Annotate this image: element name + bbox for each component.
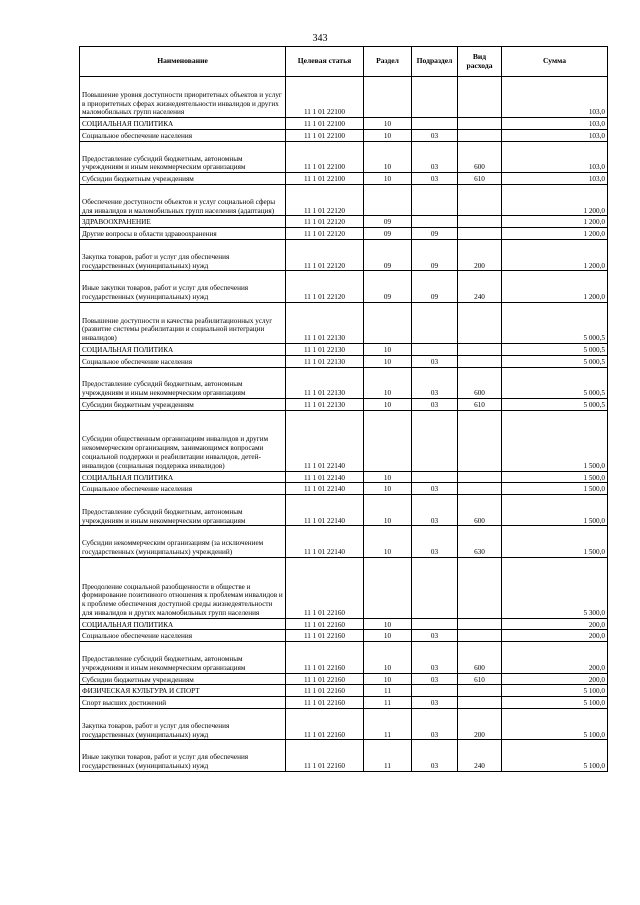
cell-subsection: 09: [412, 271, 458, 302]
cell-sum: 5 000,5: [502, 355, 608, 367]
cell-sum: 103,0: [502, 77, 608, 118]
cell-expense-type: 200: [458, 709, 502, 740]
cell-expense-type: [458, 557, 502, 618]
cell-name: Социальное обеспечение населения: [80, 630, 286, 642]
cell-sum: 5 100,0: [502, 697, 608, 709]
cell-expense-type: [458, 685, 502, 697]
cell-article: 11 1 01 22120: [286, 216, 364, 228]
cell-sum: 5 100,0: [502, 685, 608, 697]
cell-sum: 200,0: [502, 630, 608, 642]
cell-article: 11 1 01 22160: [286, 709, 364, 740]
cell-subsection: [412, 410, 458, 471]
cell-section: 10: [364, 526, 412, 557]
cell-expense-type: 200: [458, 239, 502, 270]
table-row: [80, 173, 608, 185]
table-row: [80, 618, 608, 630]
cell-sum: 5 000,5: [502, 398, 608, 410]
cell-article: 11 1 01 22140: [286, 410, 364, 471]
cell-expense-type: 610: [458, 398, 502, 410]
cell-name: Субсидии бюджетным учреждениям: [80, 398, 286, 410]
cell-expense-type: [458, 129, 502, 141]
table-row: [80, 302, 608, 343]
table-row: [80, 239, 608, 270]
cell-name: Субсидии общественным организациям инвалидов и другим некоммерческим организациям, занимающимся вопросами социальной поддержки и реабилитации инвалидов, детей-инвалидов (социальная поддержка инвалидов): [80, 410, 286, 471]
cell-section: [364, 410, 412, 471]
table-row: [80, 141, 608, 172]
header-section: Раздел: [364, 47, 412, 77]
cell-sum: 5 300,0: [502, 557, 608, 618]
cell-article: 11 1 01 22140: [286, 483, 364, 495]
cell-article: 11 1 01 22140: [286, 471, 364, 483]
cell-subsection: [412, 118, 458, 130]
cell-name: ЗДРАВООХРАНЕНИЕ: [80, 216, 286, 228]
cell-name: Повышение доступности и качества реабилитационных услуг (развитие системы реабилитации и социальной интеграции инвалидов): [80, 302, 286, 343]
cell-sum: 1 200,0: [502, 216, 608, 228]
cell-name: Обеспечение доступности объектов и услуг социальной сферы для инвалидов и маломобильных групп населения (адаптация): [80, 184, 286, 215]
cell-subsection: 03: [412, 495, 458, 526]
cell-sum: 200,0: [502, 618, 608, 630]
cell-article: 11 1 01 22100: [286, 77, 364, 118]
cell-expense-type: [458, 410, 502, 471]
cell-section: [364, 557, 412, 618]
cell-article: 11 1 01 22140: [286, 495, 364, 526]
cell-subsection: 03: [412, 740, 458, 771]
cell-expense-type: [458, 630, 502, 642]
cell-article: 11 1 01 22160: [286, 740, 364, 771]
cell-article: 11 1 01 22160: [286, 618, 364, 630]
cell-section: 10: [364, 355, 412, 367]
cell-article: 11 1 01 22120: [286, 271, 364, 302]
cell-section: 10: [364, 129, 412, 141]
cell-article: 11 1 01 22140: [286, 526, 364, 557]
cell-sum: 103,0: [502, 129, 608, 141]
cell-subsection: 03: [412, 173, 458, 185]
cell-name: Закупка товаров, работ и услуг для обеспечения государственных (муниципальных) нужд: [80, 709, 286, 740]
cell-sum: 5 100,0: [502, 709, 608, 740]
table-row: [80, 642, 608, 673]
table-row: [80, 685, 608, 697]
cell-section: 10: [364, 367, 412, 398]
cell-expense-type: [458, 216, 502, 228]
cell-section: 11: [364, 697, 412, 709]
cell-expense-type: [458, 184, 502, 215]
table-row: [80, 129, 608, 141]
table-row: [80, 709, 608, 740]
cell-sum: 103,0: [502, 141, 608, 172]
cell-name: СОЦИАЛЬНАЯ ПОЛИТИКА: [80, 618, 286, 630]
cell-section: 10: [364, 495, 412, 526]
table-row: [80, 630, 608, 642]
cell-sum: 1 200,0: [502, 271, 608, 302]
cell-subsection: 03: [412, 398, 458, 410]
cell-section: [364, 77, 412, 118]
table-row: [80, 410, 608, 471]
cell-sum: 200,0: [502, 673, 608, 685]
cell-expense-type: [458, 343, 502, 355]
cell-name: Иные закупки товаров, работ и услуг для обеспечения государственных (муниципальных) нужд: [80, 740, 286, 771]
table-row: [80, 697, 608, 709]
cell-name: Закупка товаров, работ и услуг для обеспечения государственных (муниципальных) нужд: [80, 239, 286, 270]
cell-article: 11 1 01 22120: [286, 228, 364, 240]
header-article: Целевая статья: [286, 47, 364, 77]
cell-article: 11 1 01 22160: [286, 630, 364, 642]
header-subsection: Подраздел: [412, 47, 458, 77]
cell-section: 11: [364, 709, 412, 740]
cell-sum: 1 500,0: [502, 471, 608, 483]
cell-article: 11 1 01 22130: [286, 343, 364, 355]
table-row: [80, 367, 608, 398]
cell-sum: 1 200,0: [502, 228, 608, 240]
cell-name: Субсидии бюджетным учреждениям: [80, 673, 286, 685]
table-row: [80, 398, 608, 410]
cell-subsection: 03: [412, 642, 458, 673]
cell-sum: 5 100,0: [502, 740, 608, 771]
cell-article: 11 1 01 22100: [286, 141, 364, 172]
cell-expense-type: [458, 118, 502, 130]
cell-subsection: [412, 471, 458, 483]
cell-name: Другие вопросы в области здравоохранения: [80, 228, 286, 240]
cell-expense-type: 610: [458, 673, 502, 685]
cell-sum: 1 500,0: [502, 495, 608, 526]
cell-section: [364, 184, 412, 215]
cell-section: 11: [364, 685, 412, 697]
cell-name: СОЦИАЛЬНАЯ ПОЛИТИКА: [80, 118, 286, 130]
table-row: [80, 77, 608, 118]
cell-article: 11 1 01 22130: [286, 398, 364, 410]
cell-name: ФИЗИЧЕСКАЯ КУЛЬТУРА И СПОРТ: [80, 685, 286, 697]
cell-section: 09: [364, 271, 412, 302]
cell-sum: 5 000,5: [502, 343, 608, 355]
cell-subsection: 03: [412, 526, 458, 557]
cell-expense-type: 240: [458, 740, 502, 771]
cell-subsection: [412, 343, 458, 355]
cell-expense-type: [458, 302, 502, 343]
table-row: [80, 483, 608, 495]
cell-name: Социальное обеспечение населения: [80, 129, 286, 141]
cell-article: 11 1 01 22120: [286, 239, 364, 270]
page-number: 343: [312, 33, 328, 44]
cell-section: 10: [364, 118, 412, 130]
table-row: [80, 355, 608, 367]
table-row: [80, 740, 608, 771]
cell-article: 11 1 01 22130: [286, 355, 364, 367]
cell-expense-type: 600: [458, 642, 502, 673]
cell-sum: 1 500,0: [502, 410, 608, 471]
cell-subsection: 09: [412, 228, 458, 240]
cell-name: Предоставление субсидий бюджетным, автономным учреждениям и иным некоммерческим организациям: [80, 495, 286, 526]
cell-section: 10: [364, 343, 412, 355]
cell-article: 11 1 01 22100: [286, 118, 364, 130]
cell-section: 11: [364, 740, 412, 771]
table-row: [80, 118, 608, 130]
cell-subsection: 03: [412, 673, 458, 685]
cell-section: 10: [364, 673, 412, 685]
cell-section: 10: [364, 471, 412, 483]
cell-subsection: [412, 557, 458, 618]
cell-expense-type: [458, 697, 502, 709]
cell-article: 11 1 01 22160: [286, 673, 364, 685]
cell-name: Предоставление субсидий бюджетным, автономным учреждениям и иным некоммерческим организациям: [80, 141, 286, 172]
table-row: [80, 673, 608, 685]
cell-subsection: 03: [412, 367, 458, 398]
table-row: [80, 557, 608, 618]
cell-article: 11 1 01 22130: [286, 302, 364, 343]
cell-sum: 1 500,0: [502, 483, 608, 495]
cell-subsection: 03: [412, 355, 458, 367]
cell-expense-type: 240: [458, 271, 502, 302]
cell-expense-type: 600: [458, 495, 502, 526]
cell-section: 10: [364, 630, 412, 642]
cell-section: 10: [364, 483, 412, 495]
cell-subsection: 03: [412, 129, 458, 141]
cell-article: 11 1 01 22100: [286, 173, 364, 185]
cell-expense-type: [458, 228, 502, 240]
cell-expense-type: 600: [458, 367, 502, 398]
cell-section: 10: [364, 398, 412, 410]
cell-expense-type: 600: [458, 141, 502, 172]
cell-name: Повышение уровня доступности приоритетных объектов и услуг в приоритетных сферах жизнедеятельности инвалидов и других маломобильных групп населения: [80, 77, 286, 118]
cell-name: Социальное обеспечение населения: [80, 483, 286, 495]
cell-sum: 1 200,0: [502, 239, 608, 270]
cell-sum: 1 500,0: [502, 526, 608, 557]
cell-sum: 1 200,0: [502, 184, 608, 215]
cell-expense-type: [458, 471, 502, 483]
cell-expense-type: [458, 77, 502, 118]
cell-sum: 5 000,5: [502, 367, 608, 398]
table-row: [80, 228, 608, 240]
cell-name: Предоставление субсидий бюджетным, автономным учреждениям и иным некоммерческим организациям: [80, 642, 286, 673]
cell-name: Социальное обеспечение населения: [80, 355, 286, 367]
cell-article: 11 1 01 22160: [286, 642, 364, 673]
table-row: [80, 526, 608, 557]
header-name: Наименование: [80, 47, 286, 77]
cell-expense-type: [458, 483, 502, 495]
cell-article: 11 1 01 22160: [286, 697, 364, 709]
cell-name: СОЦИАЛЬНАЯ ПОЛИТИКА: [80, 343, 286, 355]
table-row: [80, 184, 608, 215]
cell-section: 10: [364, 642, 412, 673]
table-body: [80, 77, 608, 772]
cell-name: СОЦИАЛЬНАЯ ПОЛИТИКА: [80, 471, 286, 483]
cell-subsection: [412, 77, 458, 118]
header-expense-type: Вид расхода: [458, 47, 502, 77]
cell-name: Иные закупки товаров, работ и услуг для обеспечения государственных (муниципальных) нужд: [80, 271, 286, 302]
cell-sum: 5 000,5: [502, 302, 608, 343]
cell-name: Субсидии некоммерческим организациям (за исключением государственных (муниципальных) учреждений): [80, 526, 286, 557]
cell-name: Спорт высших достижений: [80, 697, 286, 709]
cell-expense-type: 610: [458, 173, 502, 185]
cell-subsection: 03: [412, 697, 458, 709]
table-row: [80, 471, 608, 483]
cell-name: Предоставление субсидий бюджетным, автономным учреждениям и иным некоммерческим организациям: [80, 367, 286, 398]
cell-subsection: 03: [412, 141, 458, 172]
cell-subsection: [412, 618, 458, 630]
cell-article: 11 1 01 22120: [286, 184, 364, 215]
cell-subsection: 03: [412, 483, 458, 495]
cell-subsection: 03: [412, 709, 458, 740]
cell-expense-type: [458, 618, 502, 630]
cell-expense-type: 630: [458, 526, 502, 557]
cell-subsection: 09: [412, 239, 458, 270]
cell-subsection: 03: [412, 630, 458, 642]
cell-sum: 103,0: [502, 173, 608, 185]
table-row: [80, 495, 608, 526]
cell-subsection: [412, 184, 458, 215]
cell-expense-type: [458, 355, 502, 367]
cell-subsection: [412, 302, 458, 343]
cell-article: 11 1 01 22100: [286, 129, 364, 141]
cell-subsection: [412, 685, 458, 697]
cell-article: 11 1 01 22160: [286, 685, 364, 697]
cell-article: 11 1 01 22160: [286, 557, 364, 618]
cell-section: 09: [364, 216, 412, 228]
cell-sum: 200,0: [502, 642, 608, 673]
cell-name: Субсидии бюджетным учреждениям: [80, 173, 286, 185]
budget-table: [79, 46, 608, 772]
cell-sum: 103,0: [502, 118, 608, 130]
table-row: [80, 343, 608, 355]
header-sum: Сумма: [502, 47, 608, 77]
cell-article: 11 1 01 22130: [286, 367, 364, 398]
cell-name: Преодоление социальной разобщенности в обществе и формирование позитивного отношения к проблемам инвалидов и к проблеме обеспечения доступной среды жизнедеятельности для инвалидов и других маломобильных групп населения: [80, 557, 286, 618]
cell-section: 10: [364, 618, 412, 630]
cell-section: 09: [364, 239, 412, 270]
cell-section: 10: [364, 141, 412, 172]
cell-section: 10: [364, 173, 412, 185]
table-row: [80, 216, 608, 228]
table-row: [80, 271, 608, 302]
table-header-row: [80, 47, 608, 77]
cell-section: [364, 302, 412, 343]
cell-section: 09: [364, 228, 412, 240]
cell-subsection: [412, 216, 458, 228]
